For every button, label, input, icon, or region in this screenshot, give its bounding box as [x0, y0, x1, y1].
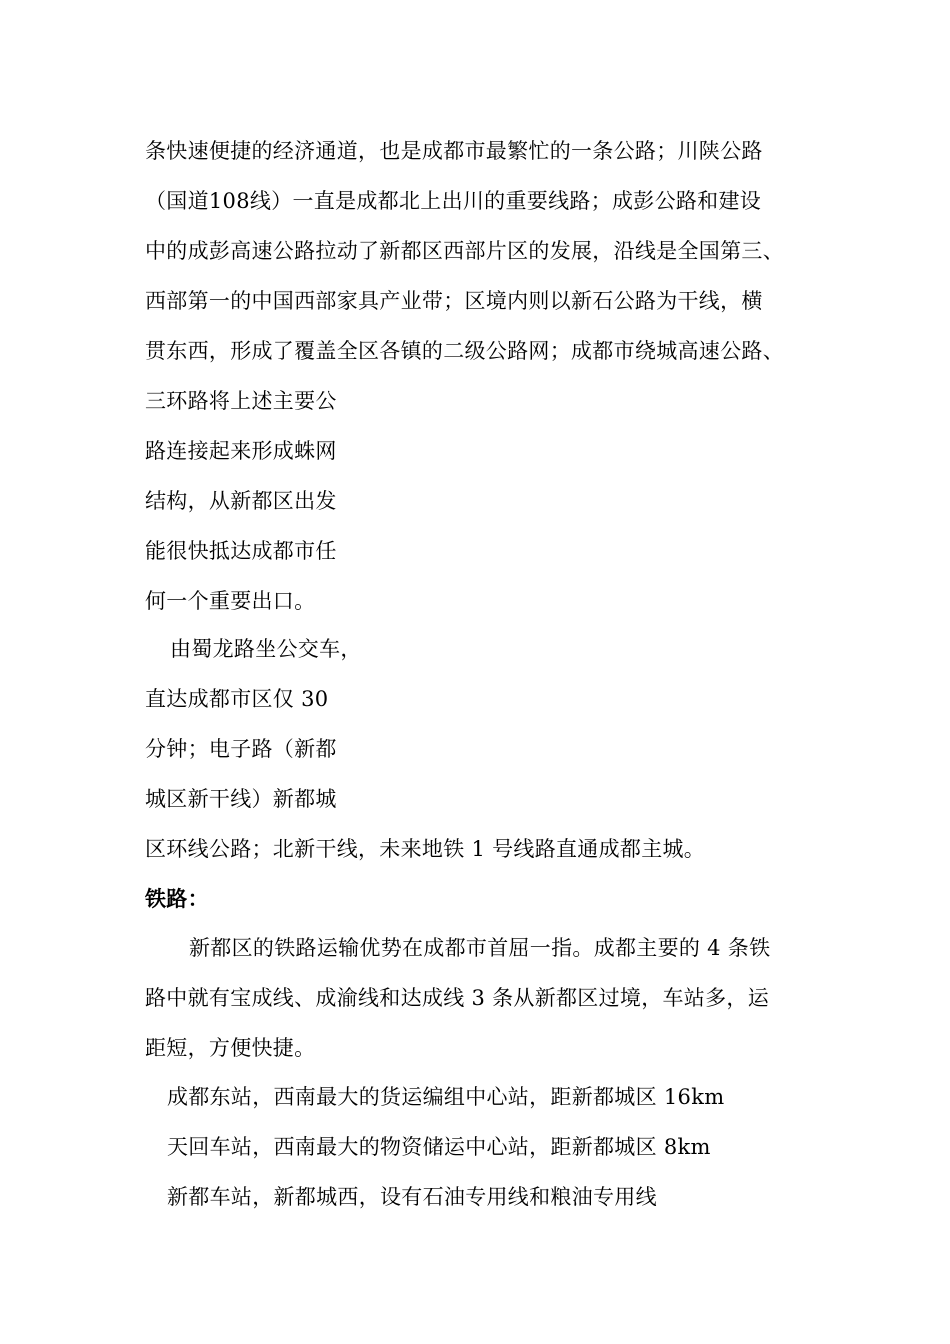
para3-line-2: 路中就有宝成线、成渝线和达成线 3 条从新都区过境，车站多，运	[145, 986, 770, 1010]
para1-line-3: 中的成彭高速公路拉动了新都区西部片区的发展，沿线是全国第三、	[145, 239, 784, 263]
station-line-3: 新都车站，新都城西，设有石油专用线和粮油专用线	[167, 1185, 657, 1209]
para2-line-4: 城区新干线）新都城	[145, 787, 337, 811]
para1-line-4: 西部第一的中国西部家具产业带；区境内则以新石公路为干线，横	[145, 289, 763, 313]
para2-line-1: 由蜀龙路坐公交车，	[170, 637, 362, 661]
para1-line-2: （国道108线）一直是成都北上出川的重要线路；成彭公路和建设	[145, 189, 762, 213]
para1-line-1: 条快速便捷的经济通道，也是成都市最繁忙的一条公路；川陕公路	[145, 139, 763, 163]
para1-line-9: 能很快抵达成都市任	[145, 539, 337, 563]
para2-line-3: 分钟；电子路（新都	[145, 737, 337, 761]
para1-line-7: 路连接起来形成蛛网	[145, 439, 337, 463]
para2-line-2: 直达成都市区仅 30	[145, 687, 329, 711]
para1-line-8: 结构，从新都区出发	[145, 489, 337, 513]
para1-line-6: 三环路将上述主要公	[145, 389, 337, 413]
para1-line-5: 贯东西，形成了覆盖全区各镇的二级公路网；成都市绕城高速公路、	[145, 339, 784, 363]
para3-line-1: 新都区的铁路运输优势在成都市首屈一指。成都主要的 4 条铁	[189, 936, 771, 960]
station-line-1: 成都东站，西南最大的货运编组中心站，距新都城区 16km	[167, 1085, 725, 1109]
para1-line-10: 何一个重要出口。	[145, 589, 316, 613]
para3-line-3: 距短，方便快捷。	[145, 1036, 316, 1060]
station-line-2: 天回车站，西南最大的物资储运中心站，距新都城区 8km	[167, 1135, 711, 1159]
para2-line-5: 区环线公路；北新干线，未来地铁 1 号线路直通成都主城。	[145, 837, 706, 861]
heading-railway: 铁路：	[145, 887, 209, 911]
